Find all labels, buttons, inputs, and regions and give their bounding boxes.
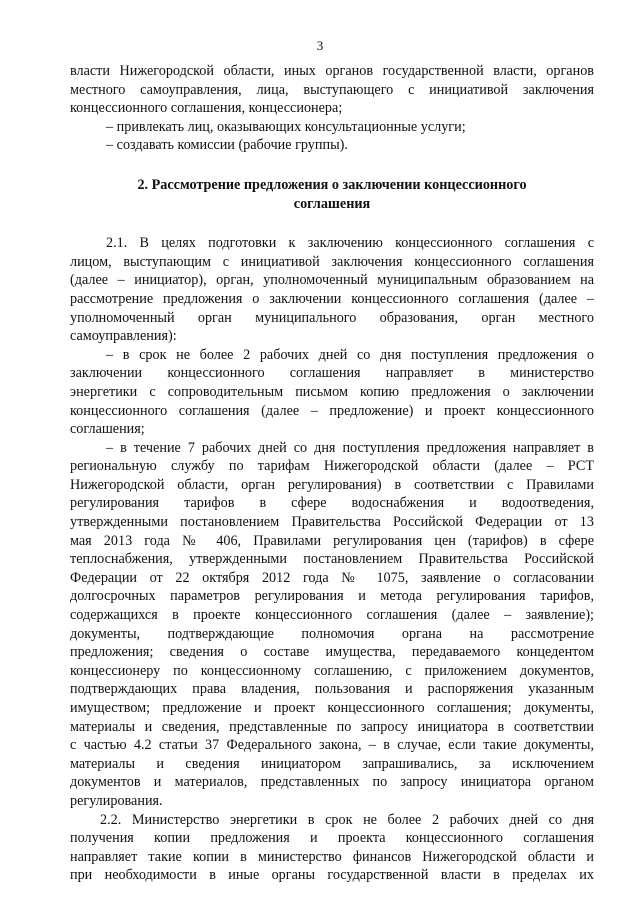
paragraph-line: имуществом; предложение и проект концессионного соглашения; документы, — [70, 700, 594, 716]
paragraph-line: при необходимости в иные органы государственной власти в пределах их — [70, 867, 594, 884]
paragraph-line: концессионеру по концессионному соглашению, с приложением документов, — [70, 662, 594, 679]
page-number: 3 — [316, 38, 324, 53]
paragraph-line: документы, подтверждающие полномочия органа на рассмотрение — [70, 625, 594, 642]
paragraph-line: Нижегородской области, орган регулирования) в соответствии с Правилами — [70, 476, 594, 493]
paragraph-line: подтверждающих права владения, пользования и распоряжения указанным — [70, 681, 594, 698]
paragraph-line: 2.2. Министерство энергетики в срок не более 2 рабочих дней со дня — [100, 811, 594, 828]
paragraph-line: энергетики с сопроводительным письмом копию предложения о заключении — [70, 383, 594, 400]
paragraph-line: мая 2013 года № 406, Правилами регулирования цен (тарифов) в сфере — [70, 532, 594, 549]
paragraph-line: утвержденными постановлением Правительства Российской Федерации от 13 — [70, 514, 594, 531]
paragraph-line: предложения; сведения о составе имущества, передаваемого концедентом — [70, 644, 594, 661]
paragraph-line: уполномоченный орган муниципального образования, орган местного — [70, 309, 594, 326]
paragraph-line: – в течение 7 рабочих дней со дня поступления предложения направляет в — [106, 439, 594, 456]
paragraph-line: (далее – инициатор), орган, уполномоченный муниципальным образованием на — [70, 272, 594, 289]
paragraph-line: рассмотрение предложения о заключении концессионного соглашения (далее – — [70, 290, 594, 307]
list-item: – привлекать лиц, оказывающих консультационные услуги; — [106, 118, 466, 135]
paragraph-line: – в срок не более 2 рабочих дней со дня поступления предложения о — [106, 346, 594, 363]
paragraph-line: концессионного соглашения (далее – предложение) и проект концессионного — [70, 402, 594, 419]
paragraph-line: получения копии предложения и проекта концессионного соглашения — [70, 830, 594, 847]
paragraph-line: самоуправления): — [70, 328, 177, 345]
paragraph-line: долгосрочных параметров регулирования и метода регулирования тарифов, — [70, 588, 594, 605]
text-line: власти Нижегородской области, иных органов государственной власти, органов — [70, 63, 594, 79]
section-heading-cont: соглашения — [293, 195, 371, 212]
text-line: местного самоуправления, лица, выступающего с инициативой заключения — [70, 81, 594, 98]
text-line: концессионного соглашения, концессионера; — [70, 100, 343, 117]
paragraph-line: 2.1. В целях подготовки к заключению концессионного соглашения с — [106, 235, 594, 252]
paragraph-line: документов и материалов, представленных по запросу инициатора органом — [70, 774, 594, 791]
paragraph-line: соглашения; — [70, 421, 145, 438]
paragraph-line: региональную службу по тарифам Нижегородской области (далее – РСТ — [70, 458, 594, 475]
paragraph-line: направляет такие копии в министерство финансов Нижегородской области и — [70, 848, 594, 865]
document-body — [70, 62, 594, 885]
list-item: – создавать комиссии (рабочие группы). — [106, 137, 348, 154]
paragraph-line: регулирования тарифов в сфере водоснабжения и водоотведения, — [70, 495, 594, 512]
section-heading: 2. Рассмотрение предложения о заключении концессионного — [137, 176, 527, 193]
paragraph-line: с частью 4.2 статьи 37 Федерального закона, – в случае, если такие документы, — [70, 737, 594, 754]
paragraph-line: теплоснабжения, утвержденными постановлением Правительства Российской — [70, 551, 594, 568]
paragraph-line: материалы и сведения, представленные по запросу инициатора в соответствии — [70, 718, 594, 735]
paragraph-line: материалы и сведения инициатором запрашивались, за исключением — [70, 755, 594, 772]
paragraph-line: регулирования. — [70, 792, 163, 809]
paragraph-line: лицом, выступающим с инициативой заключения концессионного соглашения — [70, 253, 594, 270]
paragraph-line: заключении концессионного соглашения направляет в министерство — [70, 365, 594, 382]
paragraph-line: Федерации от 22 октября 2012 года № 1075, заявление о согласовании — [70, 569, 594, 586]
paragraph-line: содержащихся в проекте концессионного соглашения (далее – заявление); — [70, 607, 594, 624]
